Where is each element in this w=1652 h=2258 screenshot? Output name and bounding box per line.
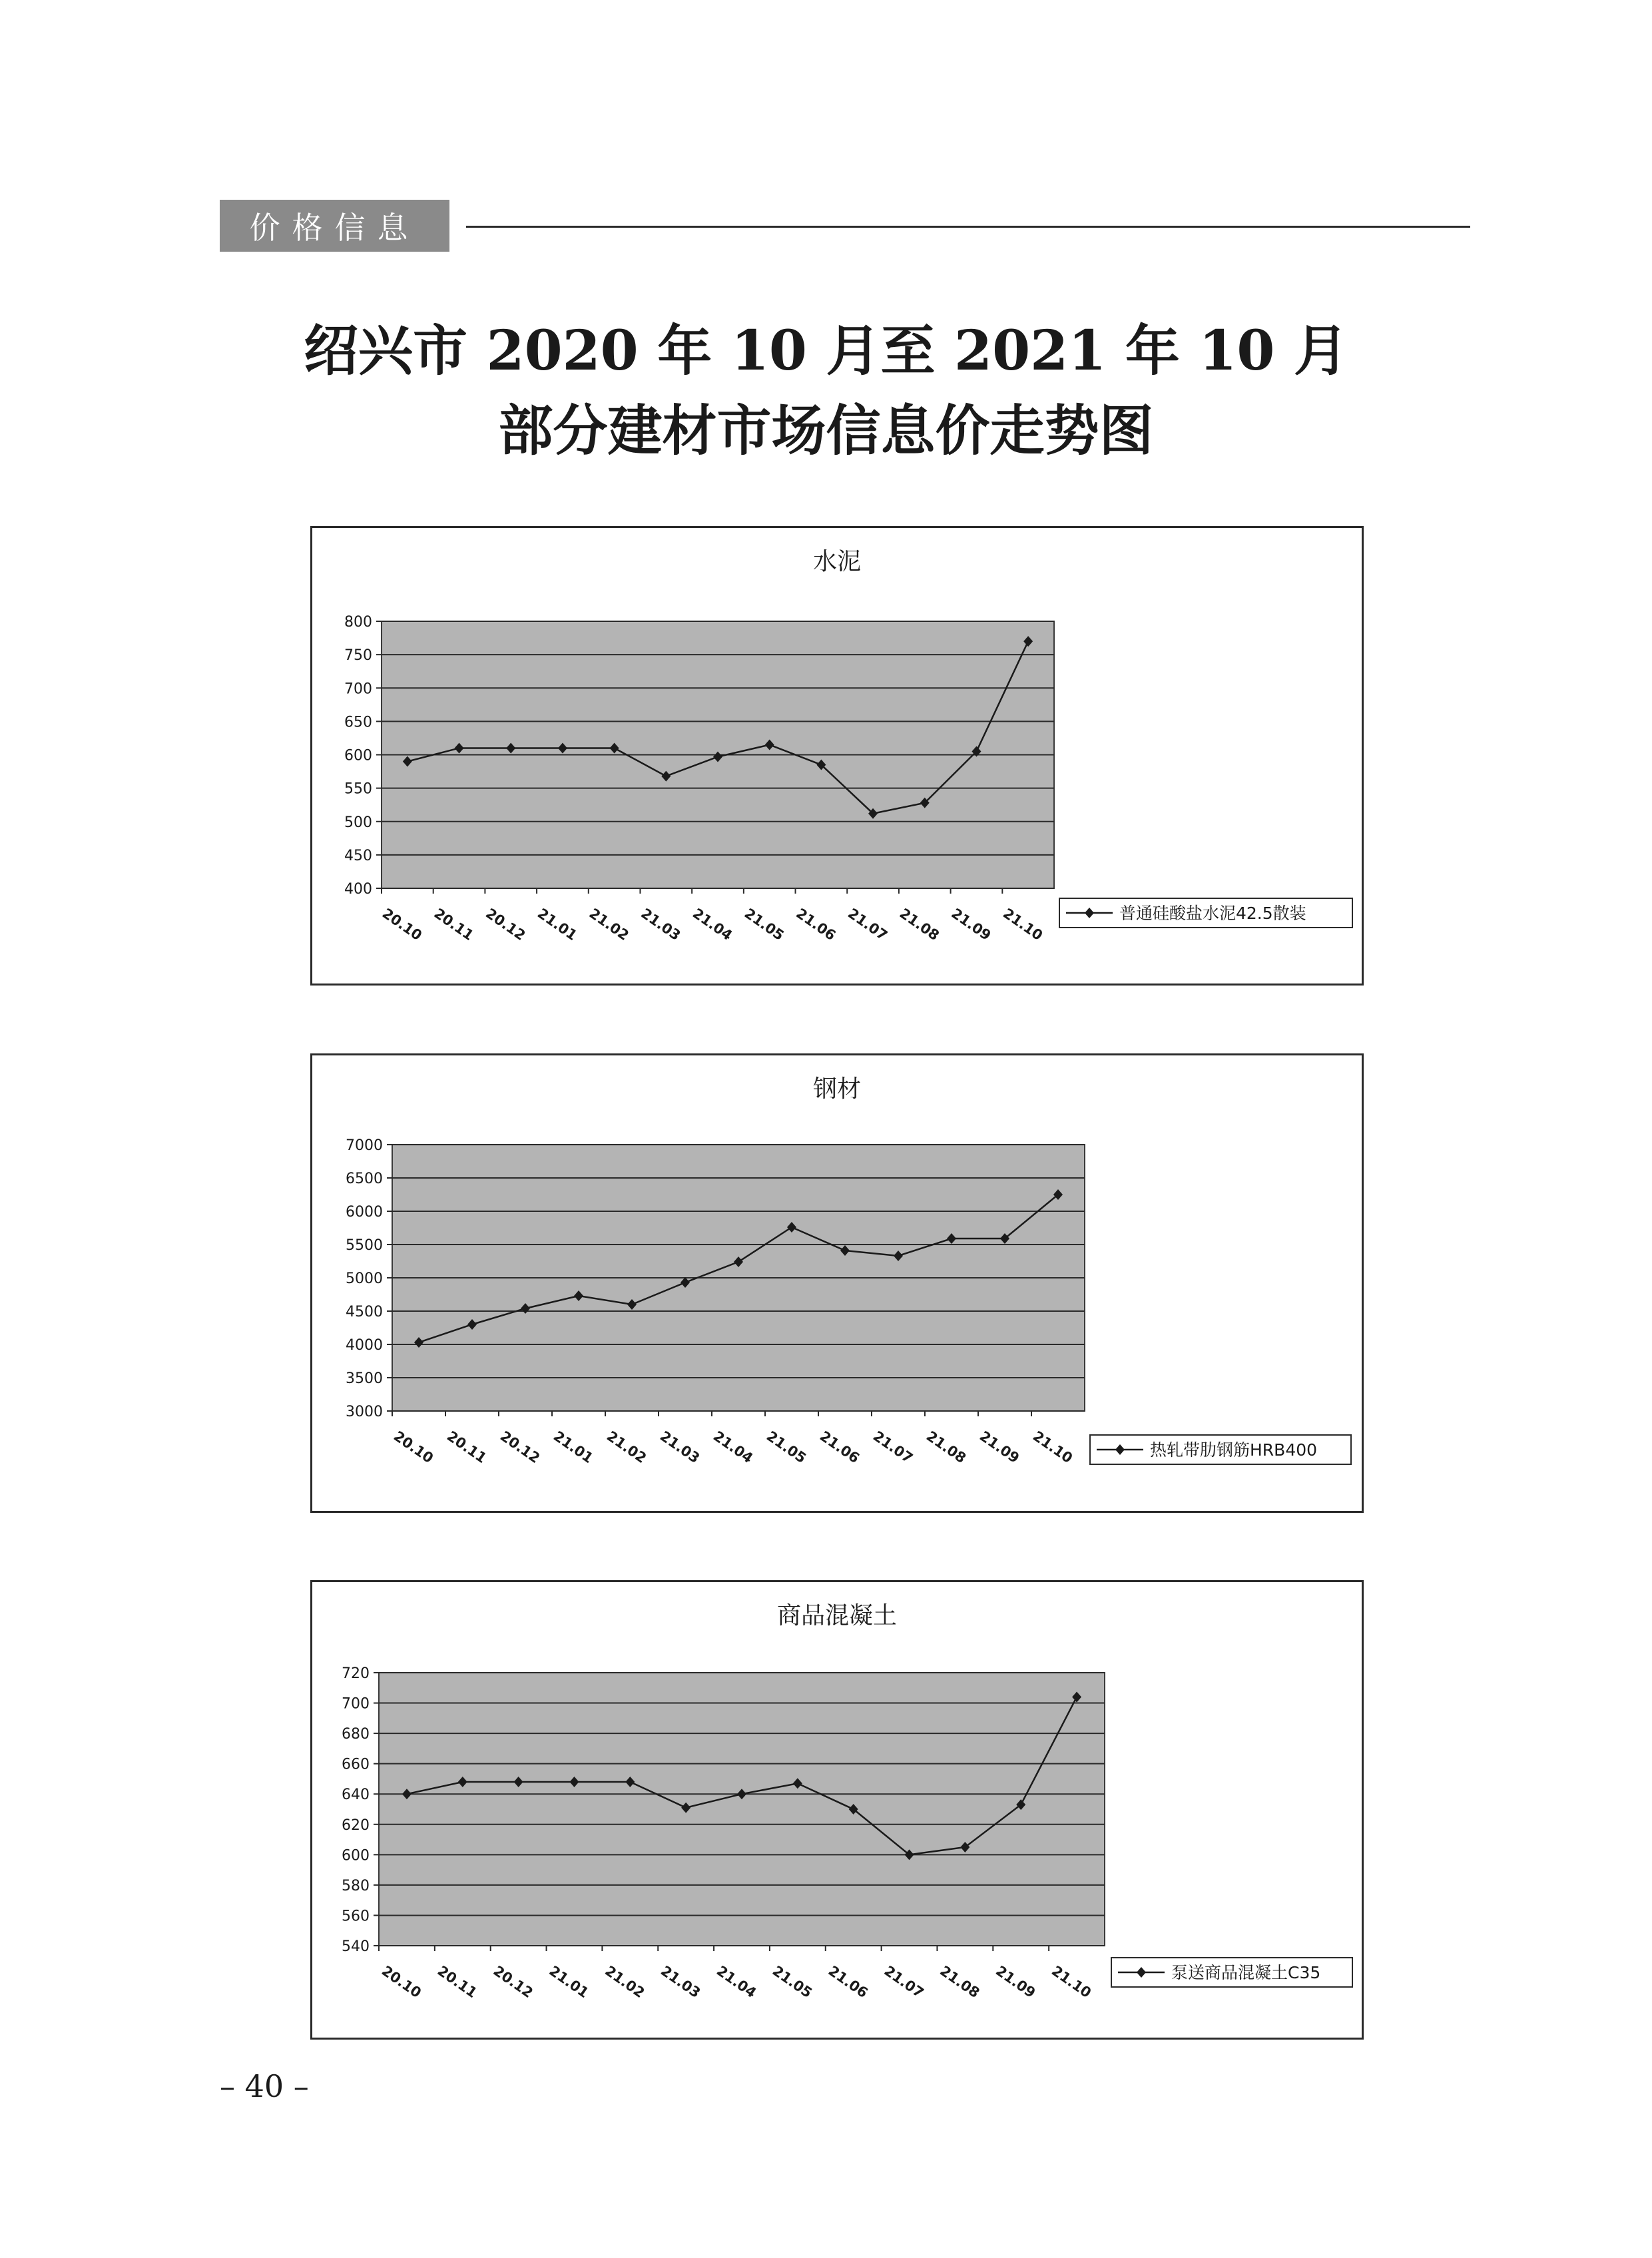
- legend-label: 泵送商品混凝土C35: [1171, 1963, 1321, 1982]
- x-tick-label: 21.04: [713, 1962, 760, 2002]
- x-tick-label: 21.08: [896, 905, 942, 944]
- y-tick-label: 550: [344, 780, 372, 798]
- x-tick-label: 21.05: [763, 1428, 810, 1467]
- y-tick-label: 4500: [346, 1304, 383, 1320]
- y-tick-label: 700: [342, 1695, 370, 1713]
- x-tick-label: 21.05: [769, 1962, 815, 2002]
- legend-label: 普通硅酸盐水泥42.5散装: [1119, 904, 1306, 923]
- x-tick-label: 20.12: [497, 1428, 543, 1467]
- x-tick-label: 20.12: [490, 1962, 536, 2002]
- y-tick-label: 680: [342, 1726, 370, 1743]
- x-tick-label: 21.06: [816, 1428, 863, 1467]
- x-tick-label: 21.03: [657, 1428, 703, 1467]
- x-tick-label: 21.02: [602, 1962, 648, 2002]
- page-number: – 40 –: [220, 2068, 309, 2104]
- x-tick-label: 21.06: [825, 1962, 871, 2002]
- y-tick-label: 5500: [346, 1237, 383, 1254]
- y-tick-label: 450: [344, 847, 372, 864]
- page-title-line-2: 部分建材市场信息价走势图: [498, 399, 1154, 463]
- x-tick-label: 21.08: [923, 1428, 969, 1467]
- y-tick-label: 500: [344, 814, 372, 831]
- legend-label: 热轧带肋钢筋HRB400: [1150, 1440, 1318, 1460]
- x-tick-label: 20.11: [443, 1428, 490, 1467]
- y-tick-label: 3500: [346, 1370, 383, 1387]
- x-tick-label: 20.10: [378, 1962, 425, 2002]
- cement-chart-svg: [312, 528, 1362, 984]
- x-tick-label: 21.09: [993, 1962, 1039, 2002]
- y-tick-label: 720: [342, 1665, 370, 1682]
- x-tick-label: 21.10: [1048, 1962, 1095, 2002]
- x-tick-label: 20.12: [483, 905, 529, 944]
- x-tick-label: 21.07: [844, 905, 891, 944]
- y-tick-label: 6500: [346, 1171, 383, 1187]
- y-tick-label: 3000: [346, 1404, 383, 1420]
- y-tick-label: 5000: [346, 1270, 383, 1287]
- y-tick-label: 600: [342, 1847, 370, 1864]
- concrete-chart-svg: [312, 1582, 1362, 2038]
- x-tick-label: 21.07: [870, 1428, 916, 1467]
- section-label: 价格信息: [220, 200, 449, 252]
- x-tick-label: 21.04: [689, 905, 736, 944]
- cement-chart: [310, 526, 1364, 986]
- plot-area: [379, 1673, 1105, 1946]
- y-tick-label: 6000: [346, 1204, 383, 1221]
- section-rule: [466, 226, 1470, 228]
- x-tick-label: 21.02: [603, 1428, 650, 1467]
- concrete-chart: [310, 1580, 1364, 2040]
- chart-title: 水泥: [812, 548, 862, 575]
- x-tick-label: 21.09: [948, 905, 994, 944]
- x-tick-label: 21.01: [546, 1962, 592, 2002]
- y-tick-label: 750: [344, 647, 372, 665]
- y-tick-label: 400: [344, 881, 372, 898]
- y-tick-label: 640: [342, 1787, 370, 1804]
- x-tick-label: 21.08: [937, 1962, 983, 2002]
- y-tick-label: 600: [344, 747, 372, 764]
- x-tick-label: 21.07: [881, 1962, 927, 2002]
- y-tick-label: 620: [342, 1817, 370, 1834]
- y-tick-label: 650: [344, 714, 372, 731]
- page-title-line-1: 绍兴市 2020 年 10 月至 2021 年 10 月: [303, 319, 1349, 383]
- y-tick-label: 7000: [346, 1137, 383, 1154]
- x-tick-label: 21.06: [793, 905, 839, 944]
- x-tick-label: 21.03: [638, 905, 684, 944]
- x-tick-label: 20.11: [431, 905, 477, 944]
- x-tick-label: 21.03: [658, 1962, 704, 2002]
- y-tick-label: 4000: [346, 1337, 383, 1354]
- y-tick-label: 700: [344, 681, 372, 698]
- x-tick-label: 21.02: [586, 905, 632, 944]
- x-tick-label: 21.05: [741, 905, 787, 944]
- y-tick-label: 580: [342, 1877, 370, 1894]
- y-tick-label: 560: [342, 1908, 370, 1925]
- x-tick-label: 21.09: [976, 1428, 1023, 1467]
- x-tick-label: 20.10: [379, 905, 425, 944]
- y-tick-label: 660: [342, 1756, 370, 1773]
- steel-chart-svg: [312, 1055, 1362, 1511]
- y-tick-label: 540: [342, 1938, 370, 1955]
- x-tick-label: 21.10: [1029, 1428, 1076, 1467]
- y-tick-label: 800: [344, 614, 372, 631]
- x-tick-label: 20.11: [434, 1962, 480, 2002]
- chart-title: 钢材: [812, 1075, 862, 1103]
- x-tick-label: 21.01: [534, 905, 581, 944]
- x-tick-label: 21.10: [1000, 905, 1046, 944]
- x-tick-label: 20.10: [390, 1428, 437, 1467]
- x-tick-label: 21.04: [710, 1428, 756, 1467]
- x-tick-label: 21.01: [550, 1428, 597, 1467]
- steel-chart: [310, 1053, 1364, 1513]
- chart-title: 商品混凝土: [776, 1602, 898, 1629]
